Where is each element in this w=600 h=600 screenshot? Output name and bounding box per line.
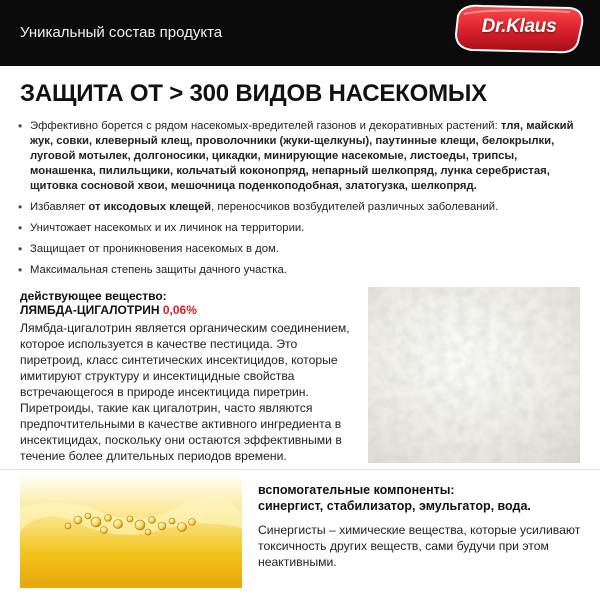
- brand-logo[interactable]: [452, 2, 586, 58]
- powder-texture-icon: [368, 287, 580, 463]
- auxiliary-components-list: синергист, стабилизатор, эмульгатор, вода.: [258, 499, 531, 513]
- powder-image: [368, 287, 580, 463]
- active-ingredient-description: Лямбда-цигалотрин является органическим соединением, которое используется в качестве пестицида. Это пиретроид, класс синтетических инсектицидов, которые имитируют структуру и инсектицидные свойства встречающегося в природе инсектицида пиретрин. Пиретроиды, такие как цигалотрин, часто являются предпочтительными в качестве активного ингредиента в инсектицидах, поскольку они остаются эффективными в течение более длительных периодов времени.: [20, 321, 350, 463]
- auxiliary-components-description: Синергисты – химические вещества, которые усиливают токсичность других веществ, сами будучи при этом неактивными.: [258, 523, 581, 569]
- brand-logo-text: Dr.Klaus: [481, 16, 557, 37]
- page-heading: ЗАЩИТА ОТ > 300 ВИДОВ НАСЕКОМЫХ: [20, 80, 487, 107]
- list-item: • Максимальная степень защиты дачного участка.: [16, 263, 586, 278]
- oil-image: [20, 478, 242, 588]
- oil-bubbles-icon: [20, 478, 242, 588]
- header-title: Уникальный состав продукта: [20, 24, 223, 41]
- header-bar: [0, 0, 600, 66]
- list-item: • Избавляет от иксодовых клещей, переносчиков возбудителей различных заболеваний.: [16, 200, 586, 215]
- active-ingredient-label: действующее вещество:: [20, 289, 167, 303]
- list-item: • Защищает от проникновения насекомых в дом.: [16, 242, 586, 257]
- benefits-list: [16, 119, 586, 284]
- active-ingredient-name: ЛЯМБДА-ЦИГАЛОТРИН 0,06%: [20, 303, 197, 317]
- active-ingredient-percent: 0,06%: [162, 303, 197, 317]
- auxiliary-components-label: вспомогательные компоненты:: [258, 483, 455, 497]
- list-item: • Эффективно борется с рядом насекомых-вредителей газонов и декоративных растений: тля, майский жук, совки, клеверный клещ, проволочники (жуки-щелкуны), паутинные клещи, белокрылки, луговой мотылек, долгоносики, цикадки, минирующие насекомые, листоеды, трипсы, монашенка, пилильщики, кольчатый коконопряд, непарный шелкопряд, лунка серебристая, щитовка сосновой хвои, мешочница поденкоподобная, златогузка, шелкопряд.: [16, 119, 586, 194]
- section-divider: [0, 469, 600, 470]
- list-item: • Уничтожает насекомых и их личинок на территории.: [16, 221, 586, 236]
